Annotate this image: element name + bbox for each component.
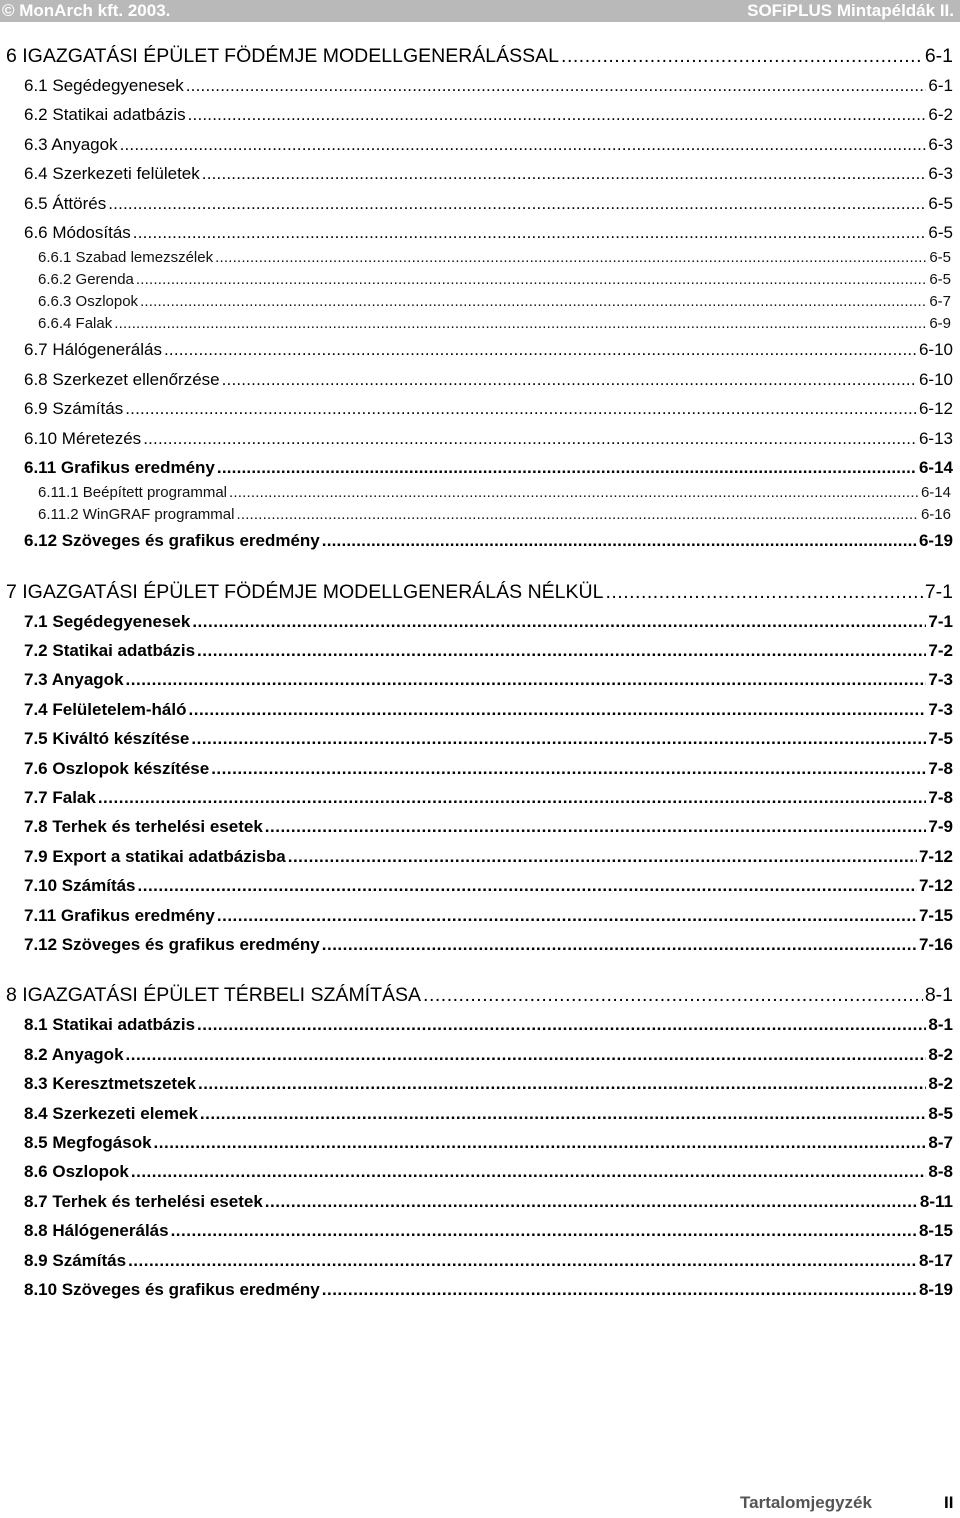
page-number: II [944,1493,954,1512]
toc-entry[interactable]: 8.5 Megfogások ..... 8-7 [6,1128,953,1157]
toc-entry-title: 8 IGAZGATÁSI ÉPÜLET TÉRBELI SZÁMÍTÁSA [6,984,422,1007]
toc-entry[interactable]: 7.8 Terhek és terhelési esetek ..... 7-9 [6,812,953,841]
toc-subentry[interactable]: 6.6.4 Falak ..... 6-9 [6,313,953,335]
toc-entry[interactable]: 6.12 Szöveges és grafikus eredmény ..... 6-19 [6,526,953,555]
toc-entry[interactable]: 7.3 Anyagok ..... 7-3 [6,665,953,694]
toc-subentry[interactable]: 6.11.2 WinGRAF programmal ..... 6-16 [6,504,953,526]
toc-entry-page: 7-1 [924,580,953,603]
toc-entry[interactable]: 6.4 Szerkezeti felületek ..... 6-3 [6,159,953,188]
toc-entry[interactable]: 7.10 Számítás ..... 7-12 [6,871,953,900]
toc-subentry[interactable]: 6.11.1 Beépített programmal ..... 6-14 [6,482,953,504]
toc-entry[interactable]: 7.1 Segédegyenesek ..... 7-1 [6,607,953,636]
toc-entry[interactable]: 6.6 Módosítás ..... 6-5 [6,218,953,247]
toc-entry-title: 7 IGAZGATÁSI ÉPÜLET FÖDÉMJE MODELLGENERÁLÁS NÉLKÜL [6,580,604,603]
toc-entry[interactable]: 7.2 Statikai adatbázis ..... 7-2 [6,636,953,665]
toc-section-6 [6,42,953,556]
toc-section-8 [6,981,953,1304]
toc-entry[interactable]: 8.8 Hálógenerálás ..... 8-15 [6,1216,953,1245]
toc-entry[interactable]: 6.1 Segédegyenesek ..... 6-1 [6,71,953,100]
toc-entry[interactable]: 8.3 Keresztmetszetek ..... 8-2 [6,1069,953,1098]
toc-entry[interactable]: 6.3 Anyagok ..... 6-3 [6,130,953,159]
toc-entry[interactable]: 8.1 Statikai adatbázis ..... 8-1 [6,1010,953,1039]
toc-entry[interactable]: 7.12 Szöveges és grafikus eredmény ..... 7-16 [6,930,953,959]
toc-entry[interactable]: 7.6 Oszlopok készítése ..... 7-8 [6,754,953,783]
toc-entry[interactable]: 6.11 Grafikus eredmény ..... 6-14 [6,453,953,482]
toc-entry[interactable]: 8.7 Terhek és terhelési esetek ..... 8-11 [6,1187,953,1216]
toc-chapter-6[interactable] [6,42,953,71]
table-of-contents [6,42,953,1304]
toc-entry[interactable]: 7.5 Kiváltó készítése ..... 7-5 [6,724,953,753]
toc-chapter-7[interactable] [6,578,953,607]
toc-entry[interactable]: 8.9 Számítás ..... 8-17 [6,1246,953,1275]
toc-chapter-8[interactable] [6,981,953,1010]
toc-subentry[interactable]: 6.6.1 Szabad lemezszélek ..... 6-5 [6,247,953,269]
toc-entry[interactable]: 6.8 Szerkezet ellenőrzése ..... 6-10 [6,365,953,394]
toc-entry[interactable]: 6.9 Számítás ..... 6-12 [6,394,953,423]
toc-entry[interactable]: 7.11 Grafikus eredmény ..... 7-15 [6,901,953,930]
toc-subentry[interactable]: 6.6.2 Gerenda ..... 6-5 [6,269,953,291]
toc-entry[interactable]: 8.6 Oszlopok ..... 8-8 [6,1157,953,1186]
copyright-text: © MonArch kft. 2003. [2,1,171,20]
toc-entry[interactable]: 7.7 Falak ..... 7-8 [6,783,953,812]
toc-entry-title: 6 IGAZGATÁSI ÉPÜLET FÖDÉMJE MODELLGENERÁLÁSSAL [6,45,560,67]
toc-entry[interactable]: 6.2 Statikai adatbázis ..... 6-2 [6,100,953,129]
toc-entry[interactable]: 6.5 Áttörés ..... 6-5 [6,189,953,218]
toc-entry[interactable]: 8.4 Szerkezeti elemek ..... 8-5 [6,1099,953,1128]
toc-entry[interactable]: 8.10 Szöveges és grafikus eredmény ..... 8-19 [6,1275,953,1304]
toc-subentry[interactable]: 6.6.3 Oszlopok ..... 6-7 [6,291,953,313]
toc-entry[interactable]: 8.2 Anyagok ..... 8-2 [6,1040,953,1069]
toc-entry-page: 6-1 [924,45,953,67]
toc-entry[interactable]: 6.10 Méretezés ..... 6-13 [6,424,953,453]
footer-label: Tartalomjegyzék [740,1493,872,1512]
toc-section-7 [6,578,953,960]
toc-entry[interactable]: 7.9 Export a statikai adatbázisba ..... 7-12 [6,842,953,871]
page-footer [0,1488,960,1518]
toc-entry[interactable]: 6.7 Hálógenerálás ..... 6-10 [6,335,953,364]
page-header [0,0,960,22]
toc-entry-page: 8-1 [924,984,953,1007]
book-title: SOFiPLUS Mintapéldák II. [747,1,954,20]
toc-entry[interactable]: 7.4 Felületelem-háló ..... 7-3 [6,695,953,724]
